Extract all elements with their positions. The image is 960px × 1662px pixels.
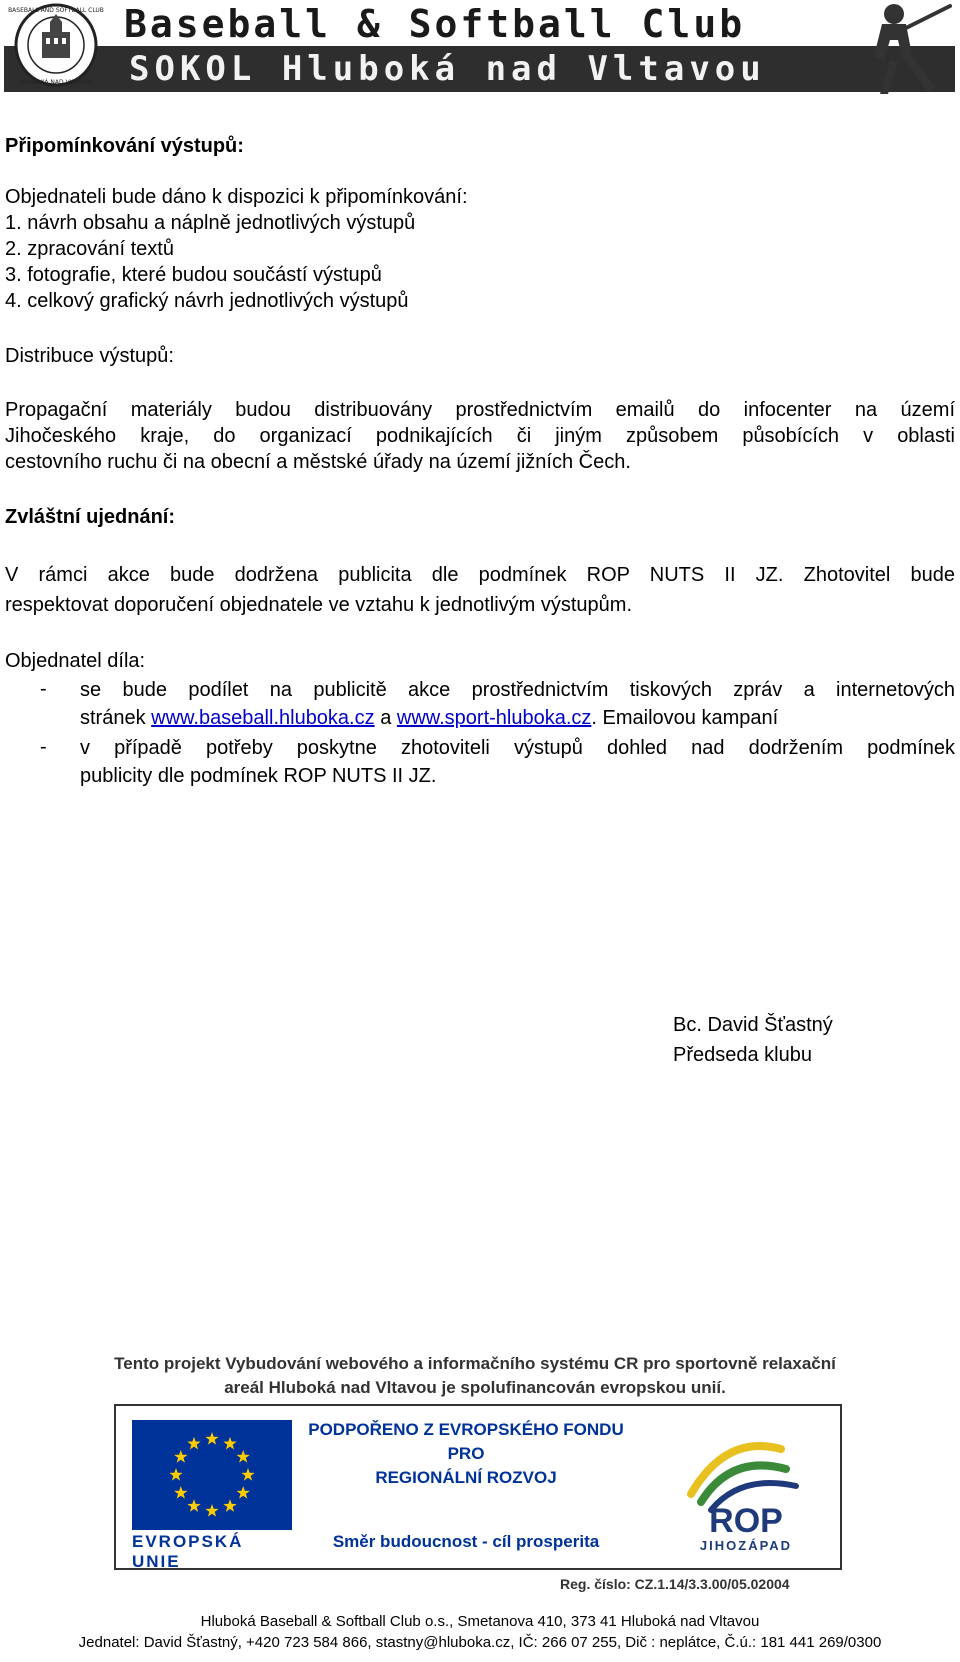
footer-contact: Jednatel: David Šťastný, +420 723 584 866, stastny@hluboka.cz, IČ: 266 07 255, Dič : neplátce, Č.ú.: 181 441 269/0300 — [78, 1634, 882, 1651]
header-banner — [4, 0, 955, 95]
special-heading: Zvláštní ujednání: — [5, 506, 176, 528]
fund-lines — [306, 1418, 626, 1490]
rop-logo — [671, 1424, 821, 1554]
club-logo — [6, 2, 106, 88]
comments-item: 1. návrh obsahu a náplně jednotlivých výstupů — [5, 212, 416, 234]
project-note-line-1: Tento projekt Vybudování webového a informačního systému CR pro sportovně relaxační — [114, 1354, 836, 1373]
client-bullet-2-line-2: publicity dle podmínek ROP NUTS II JZ. — [80, 765, 437, 787]
special-line-1: V rámci akce bude dodržena publicita dle podmínek ROP NUTS II JZ. Zhotovitel bude — [5, 564, 955, 586]
special-line-2: respektovat doporučení objednatele ve vztahu k jednotlivým výstupům. — [5, 594, 633, 616]
baseball-website-link[interactable]: www.baseball.hluboka.cz — [151, 707, 375, 729]
and-text: a — [380, 707, 392, 729]
rop-region: JIHOZÁPAD — [699, 1538, 793, 1553]
distribution-heading: Distribuce výstupů: — [5, 345, 174, 367]
client-bullet-2-line-1: v případě potřeby poskytne zhotoviteli výstupů dohled nad dodržením podmínek — [80, 737, 955, 759]
client-bullet-1 — [80, 676, 955, 732]
bullet-dash: - — [40, 678, 47, 700]
fund-line: PODPOŘENO Z EVROPSKÉHO FONDU — [308, 1420, 624, 1439]
comments-item: 3. fotografie, které budou součástí výstupů — [5, 264, 382, 286]
distribution-line-3: cestovního ruchu či na obecní a městské úřady na území jižních Čech. — [5, 451, 631, 473]
funding-box — [114, 1404, 842, 1570]
special-paragraph — [5, 560, 955, 620]
email-campaign-text: . Emailovou kampaní — [591, 707, 779, 729]
client-bullet-1-line-2 — [80, 704, 955, 732]
logo-text-bottom: HLUBOKÁ NAD VLTAVOU — [19, 79, 93, 86]
project-note-line-2: areál Hluboká nad Vltavou je spolufinancován evropskou unií. — [224, 1378, 726, 1397]
fund-line: PRO — [447, 1444, 485, 1463]
client-bullet-1-line-1: se bude podílet na publicitě akce prostřednictvím tiskových zpráv a internetových — [80, 679, 955, 701]
distribution-paragraph — [5, 397, 955, 475]
signature-name: Bc. David Šťastný — [673, 1014, 833, 1036]
rop-name: ROP — [709, 1502, 783, 1540]
registration-number: Reg. číslo: CZ.1.14/3.3.00/05.02004 — [560, 1576, 790, 1592]
club-subtitle: SOKOL Hluboká nad Vltavou — [129, 49, 766, 89]
distribution-line-1: Propagační materiály budou distribuovány prostřednictvím emailů do infocenter na území — [5, 399, 955, 421]
distribution-line-2: Jihočeského kraje, do organizací podnikajících či jiným způsobem působících v oblasti — [5, 425, 955, 447]
comments-item: 4. celkový grafický návrh jednotlivých výstupů — [5, 290, 409, 312]
comments-item: 2. zpracování textů — [5, 238, 174, 260]
client-bullet-2 — [80, 734, 955, 790]
fund-line: REGIONÁLNÍ ROZVOJ — [375, 1468, 557, 1487]
comments-heading: Připomínkování výstupů: — [5, 135, 244, 157]
footer-address: Hluboká Baseball & Softball Club o.s., Smetanova 410, 373 41 Hluboká nad Vltavou — [200, 1613, 760, 1630]
eu-label: EVROPSKÁ UNIE — [132, 1532, 244, 1571]
logo-text-top: BASEBALL AND SOFTBALL CLUB — [8, 7, 104, 14]
client-heading: Objednatel díla: — [5, 650, 146, 672]
signature-role: Předseda klubu — [673, 1044, 812, 1066]
batter-silhouette-icon — [832, 0, 956, 95]
stranek-text: stránek — [80, 707, 146, 729]
project-note — [110, 1352, 840, 1400]
bullet-dash: - — [40, 736, 47, 758]
motto: Směr budoucnost - cíl prosperita — [332, 1532, 600, 1551]
sport-website-link[interactable]: www.sport-hluboka.cz — [396, 707, 592, 729]
eu-flag-icon — [132, 1420, 292, 1530]
comments-intro: Objednateli bude dáno k dispozici k připomínkování: — [5, 186, 468, 208]
club-title: Baseball & Softball Club — [124, 2, 746, 46]
